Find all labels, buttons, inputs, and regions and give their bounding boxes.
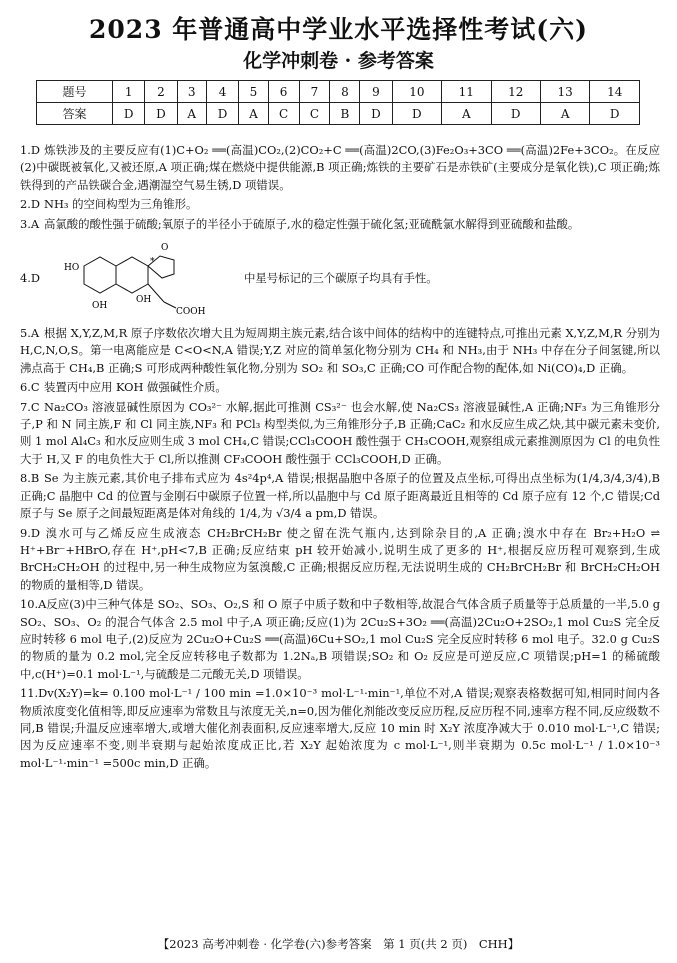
question-9 (20, 525, 660, 595)
cell-number: 7 (299, 81, 330, 103)
question-11 (20, 685, 660, 772)
cell-number: 12 (491, 81, 540, 103)
table-row-answers (37, 103, 640, 125)
question-number: 1.D (20, 143, 41, 157)
question-5 (20, 325, 660, 377)
question-text: 高氯酸的酸性强于硫酸;氧原子的半径小于硫原子,水的稳定性强于硫化氢;亚硫酰氯水解得到亚硫酸和盐酸。 (44, 216, 580, 231)
chiral-star: * (150, 257, 155, 268)
question-number: 3.A (20, 216, 40, 231)
cell-number: 9 (360, 81, 392, 103)
cell-number: 11 (442, 81, 491, 103)
molecule-structure (64, 236, 214, 322)
question-number: 5.A (20, 326, 40, 341)
cell-answer: A (540, 103, 589, 125)
cell-number: 8 (330, 81, 360, 103)
question-text: v(X₂Y)=k= 0.100 mol·L⁻¹ / 100 min =1.0×10⁻³ mol·L⁻¹·min⁻¹,单位不对,A 错误;观察表格数据可知,相同时间内各物质浓度变化值相等,即反应速率为常数且与浓度无关,n=0,因为催化剂能改变反应历程,反应历程不同,速率方程不同,反应级数不同,B 错误;升温反应速率增大,或增大催化剂表面积,反应速率增大,反应 10 min 时 X₂Y 浓度净减大于 0.010 mol·L⁻¹,C 错误;因为反应速率不变,则半衰期与起始浓度成正比,若 X₂Y 起始浓度为 c mol·L⁻¹,则半衰期为 0.5c mol·L⁻¹ / 1.0×10⁻³ mol·L⁻¹·min⁻¹ =500c min,D 正确。 (20, 686, 660, 770)
question-text: Na₂CO₃ 溶液显碱性原因为 CO₃²⁻ 水解,据此可推测 CS₃²⁻ 也会水解,使 Na₂CS₃ 溶液显碱性,A 正确;NF₃ 为三角锥形分子,P 和 N 同主族,F 和 Cl 同主族,NF₃ 和 PCl₃ 构型类似,为三角锥形分子,B 正确;CaC₂ 和水反应生成乙炔,其中碳元素未变价,则 1 mol Al₄C₃ 和水反应则生成 3 mol CH₄,C 错误;CCl₃COOH 酸性强于 CH₃COOH,观察组成元素推测原因为 Cl 的电负性大于 H,又 F 的电负性大于 Cl,所以推测 CF₃COOH 酸性强于 CCl₃COOH,D 正确。 (20, 399, 660, 466)
page-footer: 【2023 高考冲刺卷 · 化学卷(六)参考答案 第 1 页(共 2 页) CHH】 (157, 937, 520, 951)
question-text: 中星号标记的三个碳原子均具有手性。 (244, 271, 438, 286)
cell-answer: B (330, 103, 360, 125)
question-number: 8.B (20, 471, 40, 486)
cell-number: 4 (206, 81, 238, 103)
question-8 (20, 470, 660, 522)
question-text: 装置丙中应用 KOH 做强碱性介质。 (44, 380, 227, 395)
page-subtitle: 化学冲刺卷 · 参考答案 (243, 50, 434, 72)
oh-label: OH (92, 301, 108, 312)
ho-label: HO (64, 263, 80, 274)
cell-answer: A (442, 103, 491, 125)
cell-number: 10 (392, 81, 441, 103)
cell-answer: C (268, 103, 299, 125)
question-number: 7.C (20, 399, 40, 414)
page-title: 2023 年普通高中学业水平选择性考试(六) (89, 15, 588, 44)
question-number: 10.A (20, 597, 47, 612)
cell-answer: D (206, 103, 238, 125)
question-number: 11.D (20, 686, 48, 701)
question-number: 9.D (20, 525, 41, 540)
question-3 (20, 216, 660, 233)
cell-number: 14 (590, 81, 640, 103)
cell-answer: A (177, 103, 206, 125)
oxygen-label: O (161, 243, 169, 254)
cell-answer: D (113, 103, 145, 125)
question-2 (20, 196, 660, 213)
question-text: 炼铁涉及的主要反应有(1)C+O₂ ══(高温)CO₂,(2)CO₂+C ══(高温)2CO,(3)Fe₂O₃+3CO ══(高温)2Fe+3CO₂。在反应(2)中碳既被氧化,又被还原,A 项正确;煤在燃烧中提供能源,B 项正确;炼铁的主要矿石是赤铁矿(主要成分是氧化铁),C 项正确;炼铁得到的产品铁碳合金,遇潮湿空气易生锈,D 项错误。 (20, 143, 660, 192)
cell-number: 3 (177, 81, 206, 103)
question-number: 4.D (20, 271, 41, 286)
question-4 (20, 235, 660, 323)
cell-answer: C (299, 103, 330, 125)
question-1 (20, 142, 660, 194)
question-6 (20, 379, 660, 396)
cell-answer: D (360, 103, 392, 125)
cell-number: 13 (540, 81, 589, 103)
question-text: 溴水可与乙烯反应生成液态 CH₂BrCH₂Br 使之留在洗气瓶内,达到除杂目的,A 正确;溴水中存在 Br₂+H₂O ⇌ H⁺+Br⁻+HBrO,存在 H⁺,pH<7,B 正确;反应结束 pH 较开始减小,说明生成了更多的 H⁺,根据反应历程可观察到,生成 BrCH₂CH₂OH 的过程中,另一种生成物应为氢溴酸,C 正确;根据反应历程,无法说明生成的 CH₂BrCH₂Br 和 BrCH₂CH₂OH 的物质的量相等,D 错误。 (20, 525, 660, 592)
answer-table (36, 80, 640, 125)
cell-number: 5 (239, 81, 268, 103)
row-label-answer: 答案 (37, 103, 113, 125)
question-text: 根据 X,Y,Z,M,R 原子序数依次增大且为短周期主族元素,结合该中间体的结构中的连键特点,可推出元素 X,Y,Z,M,R 分别为 H,C,N,O,S。第一电离能应是 C<O<N,A 错误;Y,Z 对应的简单氢化物分别为 CH₄ 和 NH₃,由于 NH₃ 中存在分子间氢键,所以沸点高于 CH₄,B 正确;S 可形成两种酸性氧化物,分别为 SO₂ 和 SO₃,C 正确;CO 可作配合物的配体,如 Ni(CO)₄,D 正确。 (20, 326, 660, 375)
oh-label-mid: OH (136, 295, 152, 306)
question-10 (20, 596, 660, 683)
cell-number: 2 (145, 81, 177, 103)
cell-answer: D (145, 103, 177, 125)
cell-answer: D (491, 103, 540, 125)
cell-number: 6 (268, 81, 299, 103)
table-row-numbers (37, 81, 640, 103)
question-7 (20, 399, 660, 469)
cell-answer: D (590, 103, 640, 125)
answer-explanations (20, 142, 660, 774)
question-number: 2.D (20, 197, 41, 212)
question-text: NH₃ 的空间构型为三角锥形。 (44, 197, 198, 212)
row-label-number: 题号 (37, 81, 113, 103)
cell-number: 1 (113, 81, 145, 103)
question-text: Se 为主族元素,其价电子排布式应为 4s²4p⁴,A 错误;根据晶胞中各原子的位置及点坐标,可得出点坐标为(1/4,3/4,3/4),B 正确;C 晶胞中 Cd 的位置与金刚石中碳原子位置一样,所以晶胞中与 Cd 原子距离最近且相等的 Cd 原子应有 12 个,C 错误;Cd 原子与 Se 原子之间最短距离是体对角线的 1/4,为 √3/4 a pm,D 错误。 (20, 471, 660, 521)
cell-answer: D (392, 103, 441, 125)
cell-answer: A (239, 103, 268, 125)
cooh-label: COOH (176, 307, 206, 318)
question-number: 6.C (20, 380, 40, 395)
question-text: 反应(3)中三种气体是 SO₂、SO₃、O₂,S 和 O 原子中质子数和中子数相等,故混合气体含质子质量等于总质量的一半,5.0 g SO₂、SO₃、O₂ 的混合气体含 2.5 mol 中子,A 项正确;反应(1)为 2Cu₂S+3O₂ ══(高温)2Cu₂O+2SO₂,1 mol Cu₂S 完全反应时转移 6 mol 电子,(2)反应为 2Cu₂O+Cu₂S ══(高温)6Cu+SO₂,1 mol Cu₂S 完全反应时转移 6 mol 电子。32.0 g Cu₂S 的物质的量为 0.2 mol,完全反应转移电子数都为 1.2Nₐ,B 项错误;SO₂ 和 O₂ 反应是可逆反应,C 项错误;pH=1 的稀硫酸中,c(H⁺)=0.1 mol·L⁻¹,与硫酸是二元酸无关,D 项错误。 (20, 597, 660, 681)
